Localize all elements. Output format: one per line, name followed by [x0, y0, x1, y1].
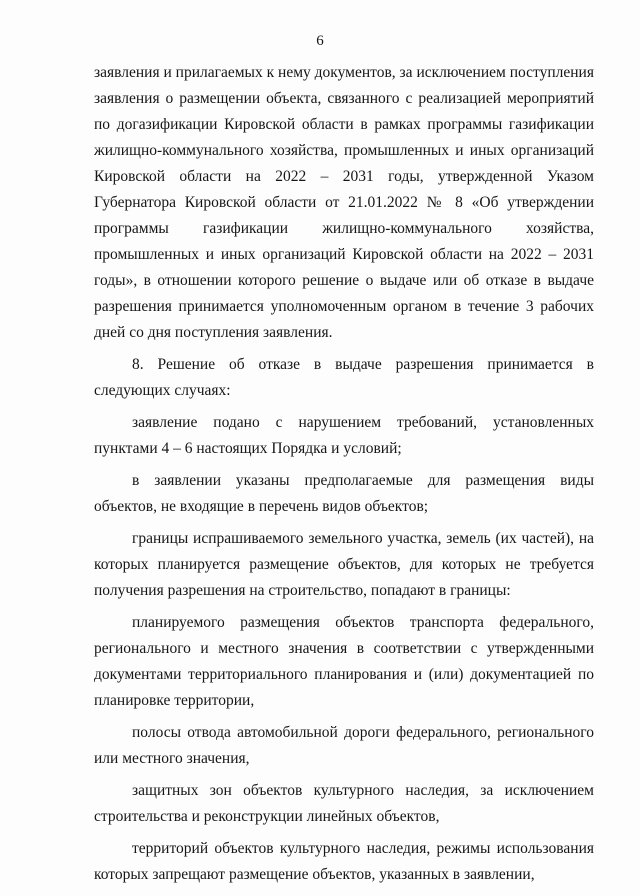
page-number: 6 — [316, 33, 324, 49]
paragraph-protection-zones: защитных зон объектов культурного наследия, за исключением строительства и реконструкции линейных объектов, — [94, 782, 594, 825]
paragraph-continuation: заявления и прилагаемых к нему документов, за исключением поступления заявления о размещении объекта, связанного с реализацией мероприятий по догазификации Кировской области в рамках программы газификации жилищно-коммунального хозяйства, промышленных и иных организаций Кировской области на 2022 – 2031 годы, утвержденной Указом Губернатора Кировской области от 21.01.2022 № 8 «Об утверждении программы газификации жилищно-коммунального хозяйства, промышленных и иных организаций Кировской области на 2022 – 2031 годы», в отношении которого решение о выдаче или об отказе в выдаче разрешения принимается уполномоченным органом в течение 3 рабочих дней со дня поступления заявления. — [94, 64, 594, 341]
paragraph-heritage-territories: территорий объектов культурного наследия, режимы использования которых запрещают размещение объектов, указанных в заявлении, — [94, 840, 594, 883]
paragraph-transport: планируемого размещения объектов транспорта федерального, регионального и местного значения в соответствии с утвержденными документами территориального планирования и (или) документацией по планировке территории, — [94, 614, 594, 709]
document-body — [94, 60, 594, 888]
paragraph-violation: заявление подано с нарушением требований, установленных пунктами 4 – 6 настоящих Порядка и условий; — [94, 414, 594, 457]
paragraph-object-types: в заявлении указаны предполагаемые для размещения виды объектов, не входящие в перечень видов объектов; — [94, 472, 594, 515]
paragraph-road-strip: полосы отвода автомобильной дороги федерального, регионального или местного значения, — [94, 724, 594, 767]
paragraph-boundaries: границы испрашиваемого земельного участка, земель (их частей), на которых планируется размещение объектов, для которых не требуется получения разрешения на строительство, попадают в границы: — [94, 530, 594, 599]
paragraph-item-8: 8. Решение об отказе в выдаче разрешения принимается в следующих случаях: — [94, 356, 594, 399]
